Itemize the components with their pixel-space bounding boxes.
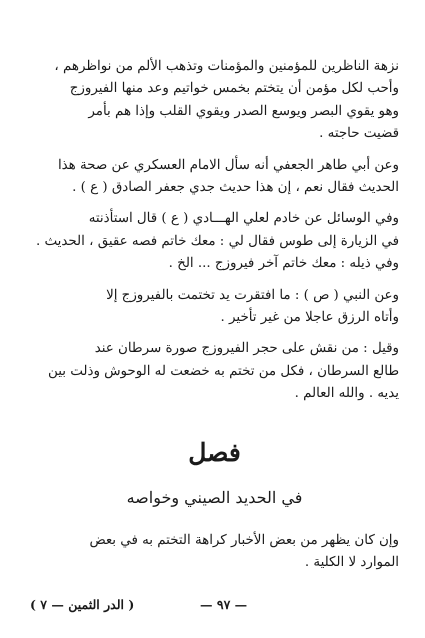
paragraph: [30, 56, 399, 146]
text-line: قضيت حاجته .: [319, 126, 399, 142]
text-line: في الزيارة إلى طوس فقال لي : معك خاتم فصه عقيق ، الحديث .: [36, 233, 399, 249]
text-line: وعن النبي ( ص ) : ما افتقرت يد تختمت بالفيروزج إلا: [106, 287, 399, 303]
text-line: وقيل : من نقش على حجر الفيروزج صورة سرطان عند: [94, 341, 399, 357]
text-line: وفي ذيله : معك خاتم آخر فيروزج ... الخ .: [168, 256, 399, 272]
text-line: يديه . والله العالم .: [294, 386, 399, 402]
text-line: وأتاه الرزق عاجلا من غير تأخير .: [220, 310, 399, 326]
section-subheading: في الحديد الصيني وخواصه: [126, 487, 303, 507]
paragraph: [30, 530, 399, 575]
text-line: الموارد لا الكلية .: [304, 555, 399, 571]
paragraph: [30, 208, 399, 275]
text-line: وهو يقوي البصر ويوسع الصدر ويقوي القلب وإذا هم بأمر: [88, 103, 399, 119]
text-line: وإن كان يظهر من بعض الأخبار كراهة التختم به في بعض: [89, 532, 399, 548]
book-title: ( الدر الثمين — ٧ ): [30, 597, 135, 612]
page-number: — ٩٧ —: [200, 597, 248, 612]
paragraph: [30, 338, 399, 405]
page-footer: [30, 597, 391, 617]
text-line: طالع السرطان ، فكل من تختم به خضعت له الوحوش وذلت بين: [48, 363, 399, 379]
text-line: وعن أبي طاهر الجعفي أنه سأل الامام العسكري عن صحة هذا: [57, 157, 399, 173]
section-heading: فصل: [188, 437, 241, 467]
text-line: الحديث فقال نعم ، إن هذا حديث جدي جعفر الصادق ( ع ) .: [72, 180, 399, 196]
paragraph: [30, 155, 399, 200]
paragraph: [30, 285, 399, 330]
text-line: نزهة الناظرين للمؤمنين والمؤمنات وتذهب الألم من نواظرهم ،: [54, 59, 399, 74]
text-line: وأحب لكل مؤمن أن يتختم بخمس خواتيم وعد منها الفيروزج: [69, 81, 399, 97]
text-line: وفي الوسائل عن خادم لعلي الهـــادي ( ع ) قال استأذنته: [88, 211, 399, 227]
